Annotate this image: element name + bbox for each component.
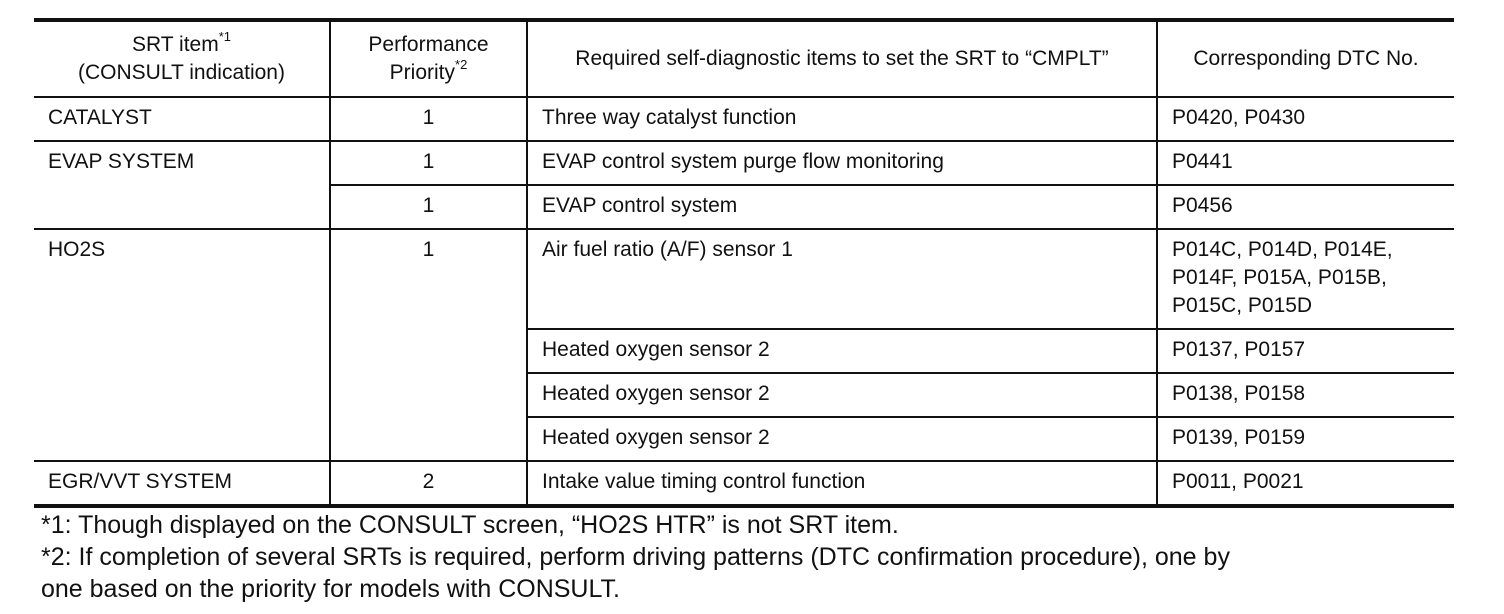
cell-srt-item bbox=[34, 185, 330, 229]
cell-dtc: P0138, P0158 bbox=[1157, 373, 1454, 417]
cell-dtc: P0420, P0430 bbox=[1157, 97, 1454, 141]
table-row bbox=[34, 141, 1454, 185]
cell-diagnostic-item: Intake value timing control function bbox=[527, 461, 1157, 506]
header-srt-item: SRT item$^{*1}$ (CONSULT indication) bbox=[34, 20, 330, 97]
cell-priority bbox=[330, 373, 527, 417]
cell-srt-item bbox=[34, 373, 330, 417]
table-row bbox=[34, 97, 1454, 141]
cell-priority: 1 bbox=[330, 141, 527, 185]
cell-srt-item bbox=[34, 417, 330, 461]
table-row bbox=[34, 461, 1454, 506]
cell-diagnostic-item: EVAP control system bbox=[527, 185, 1157, 229]
cell-dtc: P0139, P0159 bbox=[1157, 417, 1454, 461]
cell-diagnostic-item: Air fuel ratio (A/F) sensor 1 bbox=[527, 229, 1157, 329]
table-header-row bbox=[34, 20, 1454, 97]
cell-dtc: P014C, P014D, P014E, P014F, P015A, P015B, P015C, P015D bbox=[1157, 229, 1454, 329]
cell-diagnostic-item: EVAP control system purge flow monitoring bbox=[527, 141, 1157, 185]
cell-srt-item: EGR/VVT SYSTEM bbox=[34, 461, 330, 506]
cell-srt-item: HO2S bbox=[34, 229, 330, 329]
cell-diagnostic-item: Heated oxygen sensor 2 bbox=[527, 329, 1157, 373]
cell-dtc: P0137, P0157 bbox=[1157, 329, 1454, 373]
cell-priority: 1 bbox=[330, 97, 527, 141]
cell-dtc: P0441 bbox=[1157, 141, 1454, 185]
table-row bbox=[34, 417, 1454, 461]
cell-dtc: P0456 bbox=[1157, 185, 1454, 229]
cell-priority: 2 bbox=[330, 461, 527, 506]
cell-srt-item: CATALYST bbox=[34, 97, 330, 141]
table-row bbox=[34, 229, 1454, 329]
footnotes bbox=[41, 509, 1461, 605]
cell-priority bbox=[330, 417, 527, 461]
footnote-1: *1: Though displayed on the CONSULT screen, “HO2S HTR” is not SRT item. bbox=[41, 511, 899, 539]
cell-diagnostic-item: Three way catalyst function bbox=[527, 97, 1157, 141]
table-row bbox=[34, 329, 1454, 373]
header-required-items: Required self-diagnostic items to set the SRT to “CMPLT” bbox=[527, 20, 1157, 97]
cell-priority: 1 bbox=[330, 185, 527, 229]
cell-srt-item bbox=[34, 329, 330, 373]
footnote-2-line-1: *2: If completion of several SRTs is required, perform driving patterns (DTC confirmation procedure), one by bbox=[41, 543, 1230, 571]
table-row bbox=[34, 373, 1454, 417]
footnote-2-line-2: one based on the priority for models with CONSULT. bbox=[41, 575, 620, 603]
header-performance-priority: Performance Priority$^{*2}$ bbox=[330, 20, 527, 97]
cell-srt-item: EVAP SYSTEM bbox=[34, 141, 330, 185]
cell-dtc: P0011, P0021 bbox=[1157, 461, 1454, 506]
table-row bbox=[34, 185, 1454, 229]
srt-table-container bbox=[34, 18, 1454, 508]
cell-priority bbox=[330, 329, 527, 373]
cell-diagnostic-item: Heated oxygen sensor 2 bbox=[527, 417, 1157, 461]
header-dtc-no: Corresponding DTC No. bbox=[1157, 20, 1454, 97]
srt-table bbox=[34, 18, 1454, 508]
cell-priority: 1 bbox=[330, 229, 527, 329]
cell-diagnostic-item: Heated oxygen sensor 2 bbox=[527, 373, 1157, 417]
